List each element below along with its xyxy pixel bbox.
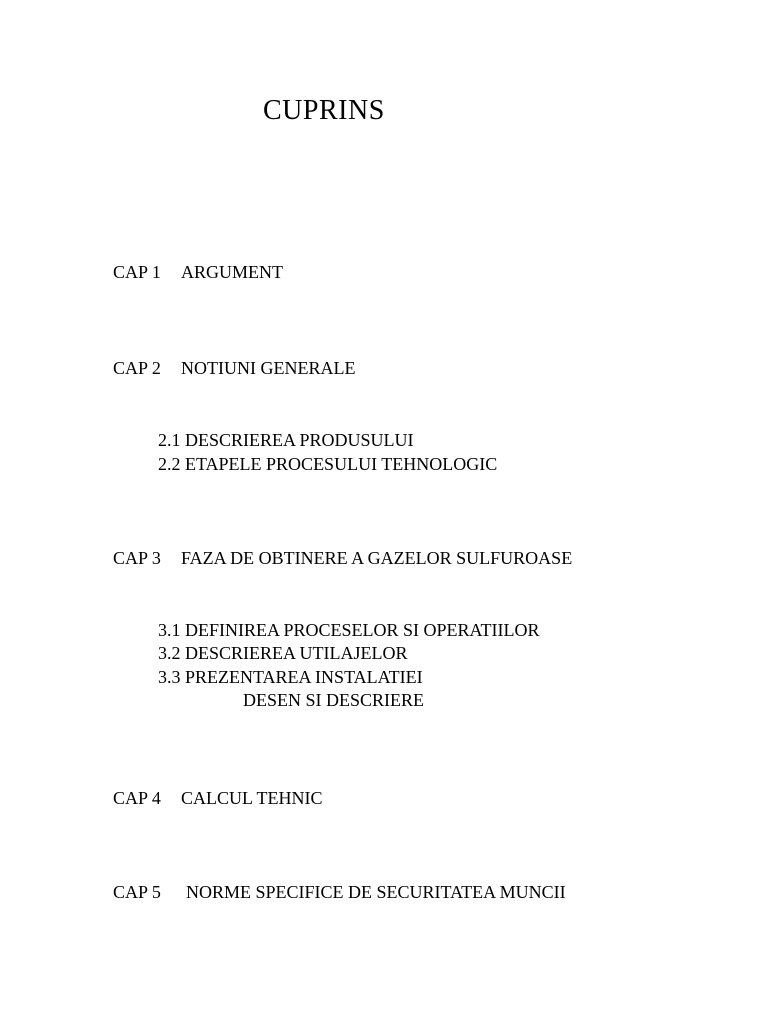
chapter-title: CALCUL TEHNIC: [181, 788, 323, 808]
chapter-4: [113, 787, 323, 809]
chapter-number: CAP 3: [113, 548, 161, 568]
section-3-2: 3.2 DESCRIEREA UTILAJELOR: [158, 643, 408, 663]
chapter-number: CAP 4: [113, 788, 161, 808]
section-2-1: 2.1 DESCRIEREA PRODUSULUI: [158, 430, 414, 450]
chapter-number: CAP 2: [113, 358, 161, 378]
chapter-5: [113, 881, 566, 903]
chapter-title: FAZA DE OBTINERE A GAZELOR SULFUROASE: [181, 548, 573, 568]
chapter-2: [113, 357, 356, 379]
page-title: CUPRINS: [263, 95, 385, 126]
chapter-title: ARGUMENT: [181, 262, 283, 282]
section-3-3: 3.3 PREZENTAREA INSTALATIEI: [158, 667, 423, 687]
chapter-3: [113, 547, 573, 569]
chapter-number: CAP 1: [113, 262, 161, 282]
chapter-title: NORME SPECIFICE DE SECURITATEA MUNCII: [186, 882, 566, 902]
chapter-title: NOTIUNI GENERALE: [181, 358, 356, 378]
section-2-2: 2.2 ETAPELE PROCESULUI TEHNOLOGIC: [158, 454, 498, 474]
section-3-3-subtitle: DESEN SI DESCRIERE: [243, 690, 425, 710]
chapter-1: [113, 261, 283, 283]
chapter-number: CAP 5: [113, 882, 161, 902]
section-3-1: 3.1 DEFINIREA PROCESELOR SI OPERATIILOR: [158, 620, 540, 640]
